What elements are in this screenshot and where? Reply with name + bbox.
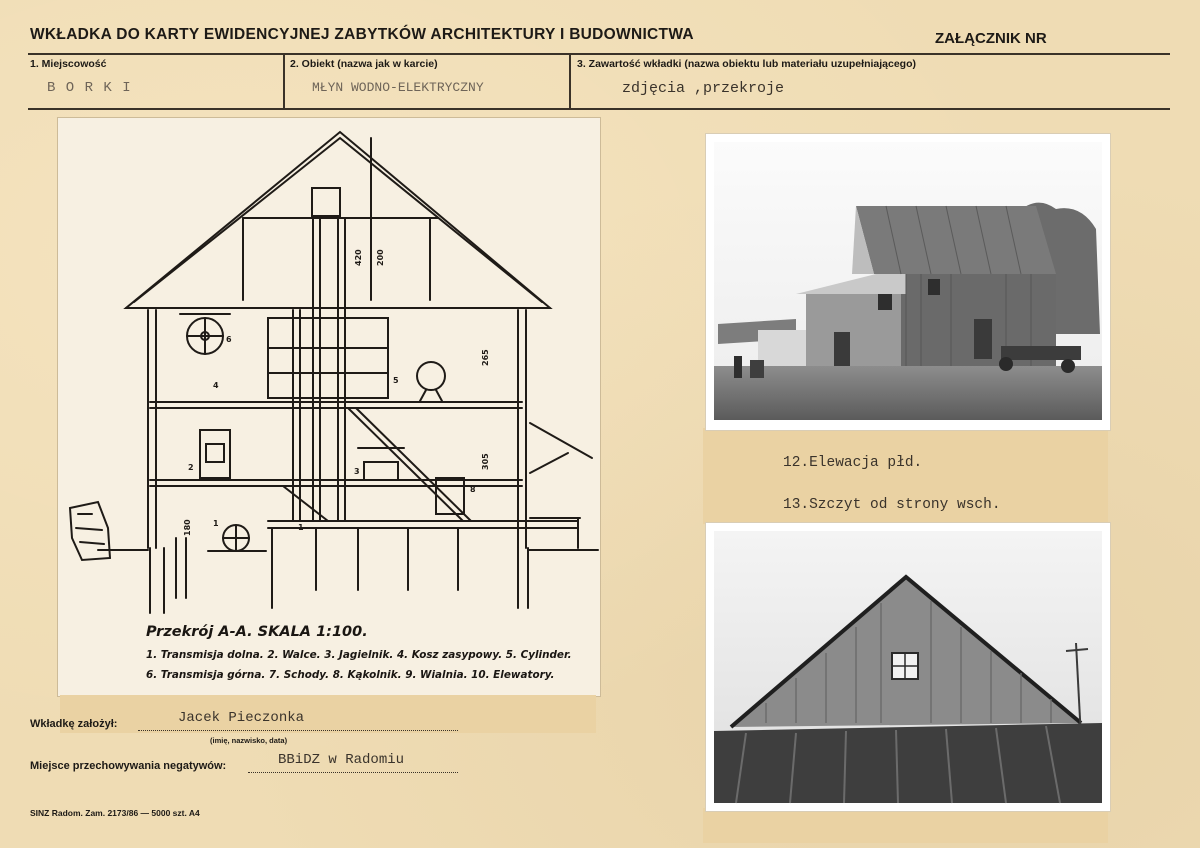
header-rule bbox=[28, 53, 1170, 55]
part-number: 4 bbox=[213, 381, 219, 390]
content-value: zdjęcia ,przekroje bbox=[622, 80, 785, 97]
paste-strip bbox=[60, 695, 596, 733]
dimension-label: 305 bbox=[481, 453, 490, 470]
mill-section-sketch bbox=[58, 118, 600, 696]
part-number: 6 bbox=[226, 335, 232, 344]
photo-caption-12: 12.Elewacja płd. bbox=[783, 455, 923, 471]
negatives-value: BBiDZ w Radomiu bbox=[278, 752, 405, 768]
negatives-label: Miejsce przechowywania negatywów: bbox=[30, 760, 227, 772]
legend-line-2: 6. Transmisja górna. 7. Schody. 8. Kąkolnik. 9. Wialnia. 10. Elewatory. bbox=[146, 669, 555, 681]
gable-photo bbox=[706, 523, 1110, 811]
print-footer: SINZ Radom. Zam. 2173/86 — 5000 szt. A4 bbox=[30, 808, 200, 818]
attachment-number-label: ZAŁĄCZNIK NR bbox=[935, 30, 1047, 47]
photo-east-gable bbox=[705, 522, 1111, 812]
author-label: Wkładkę założył: bbox=[30, 718, 118, 730]
part-number: 8 bbox=[470, 485, 476, 494]
dimension-label: 180 bbox=[183, 519, 192, 536]
author-hint: (imię, nazwisko, data) bbox=[210, 736, 288, 745]
locality-value: B O R K I bbox=[47, 80, 132, 96]
object-label: 2. Obiekt (nazwa jak w karcie) bbox=[290, 58, 438, 70]
legend-line-1: 1. Transmisja dolna. 2. Walce. 3. Jagielnik. 4. Kosz zasypowy. 5. Cylinder. bbox=[146, 649, 572, 661]
drawing-title: Przekrój A-A. SKALA 1:100. bbox=[146, 624, 368, 640]
author-dotted-line bbox=[138, 730, 458, 731]
negatives-dotted-line bbox=[248, 772, 458, 773]
paste-strip bbox=[703, 808, 1108, 843]
photo-south-elevation bbox=[705, 133, 1111, 431]
mill-building-photo bbox=[706, 134, 1110, 430]
dimension-label: 420 bbox=[354, 249, 363, 266]
fields-bottom-rule bbox=[28, 108, 1170, 110]
locality-label: 1. Miejscowość bbox=[30, 58, 107, 70]
part-number: 1 bbox=[298, 523, 304, 532]
field-divider-1 bbox=[283, 53, 285, 108]
field-divider-2 bbox=[569, 53, 571, 108]
dimension-label: 200 bbox=[376, 249, 385, 266]
part-number: 2 bbox=[188, 463, 194, 472]
author-value: Jacek Pieczonka bbox=[178, 710, 305, 726]
content-label: 3. Zawartość wkładki (nazwa obiektu lub materiału uzupełniającego) bbox=[577, 58, 916, 70]
dimension-label: 265 bbox=[481, 349, 490, 366]
part-number: 3 bbox=[354, 467, 360, 476]
card-title: WKŁADKA DO KARTY EWIDENCYJNEJ ZABYTKÓW ARCHITEKTURY I BUDOWNICTWA bbox=[30, 26, 694, 43]
photo-caption-13: 13.Szczyt od strony wsch. bbox=[783, 497, 1001, 513]
part-number: 5 bbox=[393, 376, 399, 385]
object-value: MŁYN WODNO-ELEKTRYCZNY bbox=[312, 80, 484, 95]
part-number: 1 bbox=[213, 519, 219, 528]
cross-section-drawing bbox=[57, 117, 601, 697]
